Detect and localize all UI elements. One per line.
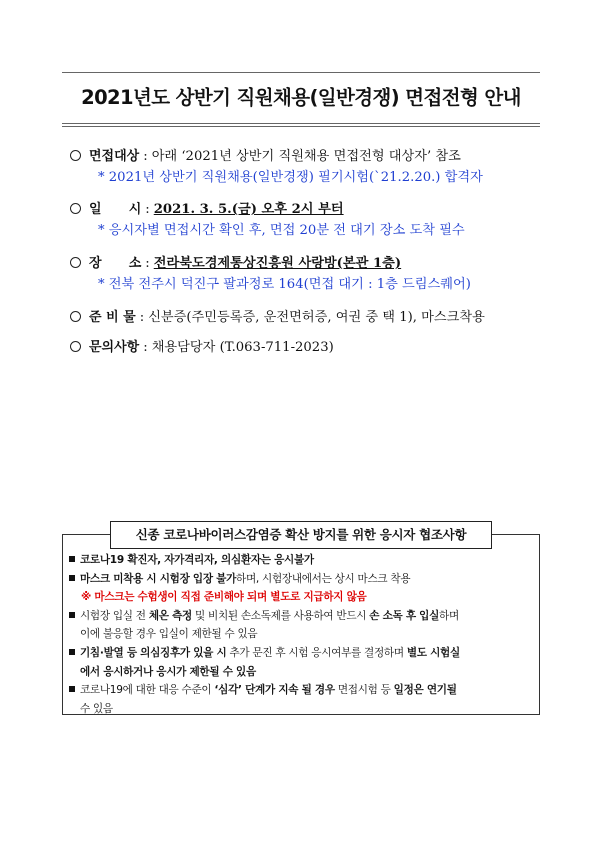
item-note: * 전북 전주시 덕진구 팔과정로 164(면접 대기 : 1층 드림스퀘어) [98,277,471,292]
circle-bullet-icon [70,341,81,352]
square-bullet-icon [69,686,75,692]
notice-bullet-4: 기침·발열 등 의심징후가 있을 시 추가 문진 후 시험 응시여부를 결정하며 별도 시험실 [69,644,533,663]
square-bullet-icon [69,649,75,655]
item-label: 일 시 [89,202,142,217]
item-value: 아래 ‘2021년 상반기 직원채용 면접전형 대상자’ 참조 [151,149,461,164]
notice-bullet-4-cont: 에서 응시하거나 응시가 제한될 수 있음 [80,665,256,678]
list-item-supplies: 준 비 물 : 신분증(주민등록증, 운전면허증, 여권 중 택 1), 마스크착용 [70,307,550,328]
notice-title-wrap [62,521,540,549]
list-item-location: 장 소 : 전라북도경제통상진흥원 사랑방(본관 1층) * 전북 전주시 덕진구 팔과정로 164(면접 대기 : 1층 드림스퀘어) [70,253,550,295]
title-bottom-rule [62,123,540,124]
notice-bullet-3: 시험장 입실 전 체온 측정 및 비치된 손소독제를 사용하여 반드시 손 소독 후 입실하며 [69,607,533,626]
circle-bullet-icon [70,203,81,214]
item-label: 면접대상 [89,149,140,164]
notice-bullet-5-cont: 수 있음 [80,702,113,715]
page-title: 2021년도 상반기 직원채용(일반경쟁) 면접전형 안내 [81,86,521,109]
item-value: 신분증(주민등록증, 운전면허증, 여권 중 택 1), 마스크착용 [148,310,485,325]
square-bullet-icon [69,575,75,581]
item-value: 채용담당자 (T.063-711-2023) [151,340,334,355]
item-label: 문의사항 [89,340,140,355]
notice-mask-note: ※ 마스크는 수험생이 직접 준비해야 되며 별도로 지급하지 않음 [81,591,367,604]
item-label: 준 비 물 [89,310,136,325]
list-item-datetime: 일 시 : 2021. 3. 5.(금) 오후 2시 부터 * 응시자별 면접시간 확인 후, 면접 20분 전 대기 장소 도착 필수 [70,199,550,241]
circle-bullet-icon [70,311,81,322]
list-item-target: 면접대상 : 아래 ‘2021년 상반기 직원채용 면접전형 대상자’ 참조 * 2021년 상반기 직원채용(일반경쟁) 필기시험(`21.2.20.) 합격자 [70,146,550,188]
notice-title: 신종 코로나바이러스감염증 확산 방지를 위한 응시자 협조사항 [110,521,492,549]
item-note: * 응시자별 면접시간 확인 후, 면접 20분 전 대기 장소 도착 필수 [98,223,465,238]
notice-bullet-5: 코로나19에 대한 대응 수준이 ‘심각’ 단계가 지속 될 경우 면접시험 등 일정은 연기될 [69,681,533,700]
item-value: 전라북도경제통상진흥원 사랑방(본관 1층) [153,256,402,271]
notice-bullet-2: 마스크 미착용 시 시험장 입장 불가하며, 시험장내에서는 상시 마스크 착용 [69,570,533,589]
item-note: * 2021년 상반기 직원채용(일반경쟁) 필기시험(`21.2.20.) 합격자 [98,170,483,185]
notice-box [62,534,540,715]
square-bullet-icon [69,612,75,618]
notice-bullet-1: 코로나19 확진자, 자가격리자, 의심환자는 응시불가 [69,551,533,570]
list-item-contact: 문의사항 : 채용담당자 (T.063-711-2023) [70,337,550,358]
circle-bullet-icon [70,257,81,268]
notice-bullet-3-cont: 이에 불응할 경우 입실이 제한될 수 있음 [80,628,258,641]
info-list [70,146,550,358]
square-bullet-icon [69,556,75,562]
title-bottom-rule-double [62,126,540,127]
circle-bullet-icon [70,150,81,161]
item-label: 장 소 [89,256,142,271]
title-block [62,72,540,127]
item-value: 2021. 3. 5.(금) 오후 2시 부터 [153,202,344,217]
